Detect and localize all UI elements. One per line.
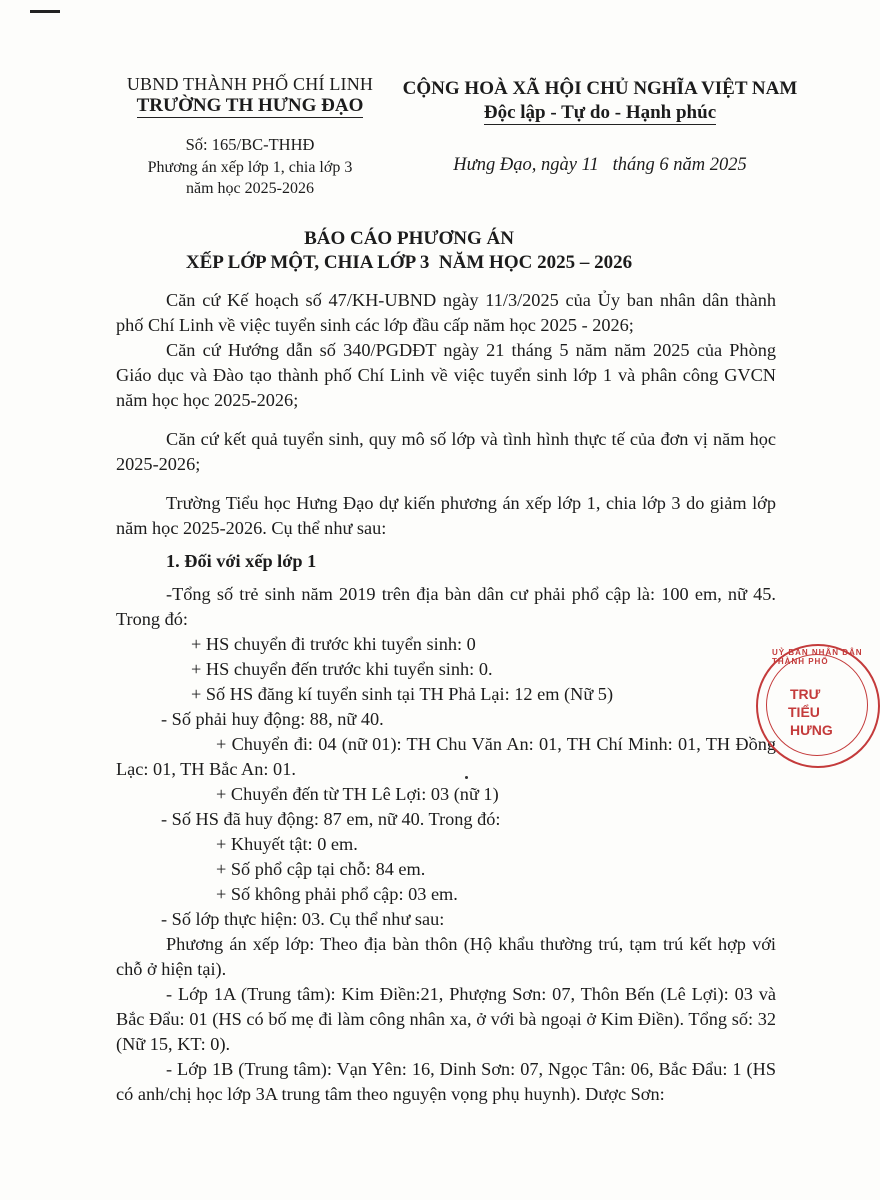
report-title-line-1: BÁO CÁO PHƯƠNG ÁN [304, 228, 514, 249]
paragraph-guidance-basis: Căn cứ Hướng dẫn số 340/PGDĐT ngày 21 tháng 5 năm năm 2025 của Phòng Giáo dục và Đào tạo thành phố Chí Linh về việc tuyển sinh lớp 1 và phân công GVCN năm học học 2025-2026; [116, 340, 776, 410]
moved-in-before: + HS chuyển đến trước khi tuyển sinh: 0. [191, 659, 493, 679]
class-plan: Phương án xếp lớp: Theo địa bàn thôn (Hộ khẩu thường trú, tạm trú kết hợp với chỗ ở hiện tại). [116, 934, 776, 979]
top-rule [30, 10, 60, 13]
school-name-text: TRƯỜNG TH HƯNG ĐẠO [136, 95, 364, 116]
header-left [100, 74, 400, 199]
moved-in: + Chuyển đến từ TH Lê Lợi: 03 (nữ 1) [216, 784, 499, 804]
nation-name: CỘNG HOÀ XÃ HỘI CHỦ NGHĨA VIỆT NAM [402, 78, 798, 99]
subject-line-1: Phương án xếp lớp 1, chia lớp 3 [147, 159, 353, 176]
motto [400, 102, 800, 124]
local-universal-count: + Số phổ cập tại chỗ: 84 em. [216, 859, 426, 879]
council-name: UBND THÀNH PHỐ CHÍ LINH [126, 74, 374, 94]
total-children: -Tổng số trẻ sinh năm 2019 trên địa bàn dân cư phải phổ cập là: 100 em, nữ 45. Trong đó: [116, 584, 776, 629]
document-body [116, 288, 776, 1107]
mobilized: - Số HS đã huy động: 87 em, nữ 40. Trong đó: [161, 809, 501, 829]
document-number: Số: 165/BC-THHĐ [185, 135, 315, 154]
moved-out-before: + HS chuyển đi trước khi tuyển sinh: 0 [191, 634, 476, 654]
paragraph-intro: Trường Tiểu học Hưng Đạo dự kiến phương án xếp lớp 1, chia lớp 3 do giảm lớp năm học 2025-2026. Cụ thể như sau: [116, 493, 776, 538]
disabled-count: + Khuyết tật: 0 em. [216, 834, 358, 854]
seal-line-2: TIỂU [788, 704, 820, 720]
seal-line-1: TRƯ [790, 686, 821, 702]
seal-ring-text: UỶ BAN NHÂN DÂN THÀNH PHỐ [772, 648, 863, 666]
school-name [100, 95, 400, 117]
paragraph-results-basis: Căn cứ kết quả tuyển sinh, quy mô số lớp và tình hình thực tế của đơn vị năm học 2025-2026; [116, 429, 776, 474]
paragraph-plan-basis: Căn cứ Kế hoạch số 47/KH-UBND ngày 11/3/2025 của Ủy ban nhân dân thành phố Chí Linh về việc tuyển sinh các lớp đầu cấp năm học 2025 - 2026; [116, 290, 776, 335]
seal-line-3: HƯNG [790, 722, 833, 738]
class-1a: - Lớp 1A (Trung tâm): Kim Điền:21, Phượng Sơn: 07, Thôn Bến (Lê Lợi): 03 và Bắc Đẩu: 01 (HS có bố mẹ đi làm công nhân xa, ở với bà ngoại ở Kim Điền). Tổng số: 32 (Nữ 15, KT: 0). [116, 984, 776, 1054]
section-1-heading: 1. Đối với xếp lớp 1 [166, 551, 317, 571]
class-1b: - Lớp 1B (Trung tâm): Vạn Yên: 16, Dinh Sơn: 07, Ngọc Tân: 06, Bắc Đẩu: 1 (HS có anh/chị học lớp 3A trung tâm theo nguyện vọng phụ huynh). Dược Sơn: [116, 1059, 776, 1104]
moved-out: + Chuyển đi: 04 (nữ 01): TH Chu Văn An: 01, TH Chí Minh: 01, TH Đồng Lạc: 01, TH Bắc An: 01. [116, 734, 776, 779]
class-count: - Số lớp thực hiện: 03. Cụ thể như sau: [161, 909, 445, 929]
official-seal [756, 644, 880, 768]
ink-speck [465, 776, 468, 779]
subject-line-2: năm học 2025-2026 [186, 180, 314, 197]
document-date: Hưng Đạo, ngày 11 tháng 6 năm 2025 [453, 155, 747, 175]
registered-pha-lai: + Số HS đăng kí tuyển sinh tại TH Phả Lại: 12 em (Nữ 5) [191, 684, 614, 704]
non-universal-count: + Số không phải phổ cập: 03 em. [216, 884, 458, 904]
motto-text: Độc lập - Tự do - Hạnh phúc [483, 102, 717, 123]
report-title-line-2: XẾP LỚP MỘT, CHIA LỚP 3 NĂM HỌC 2025 – 2026 [185, 252, 633, 273]
header-right [400, 78, 800, 176]
to-mobilize: - Số phải huy động: 88, nữ 40. [161, 709, 384, 729]
